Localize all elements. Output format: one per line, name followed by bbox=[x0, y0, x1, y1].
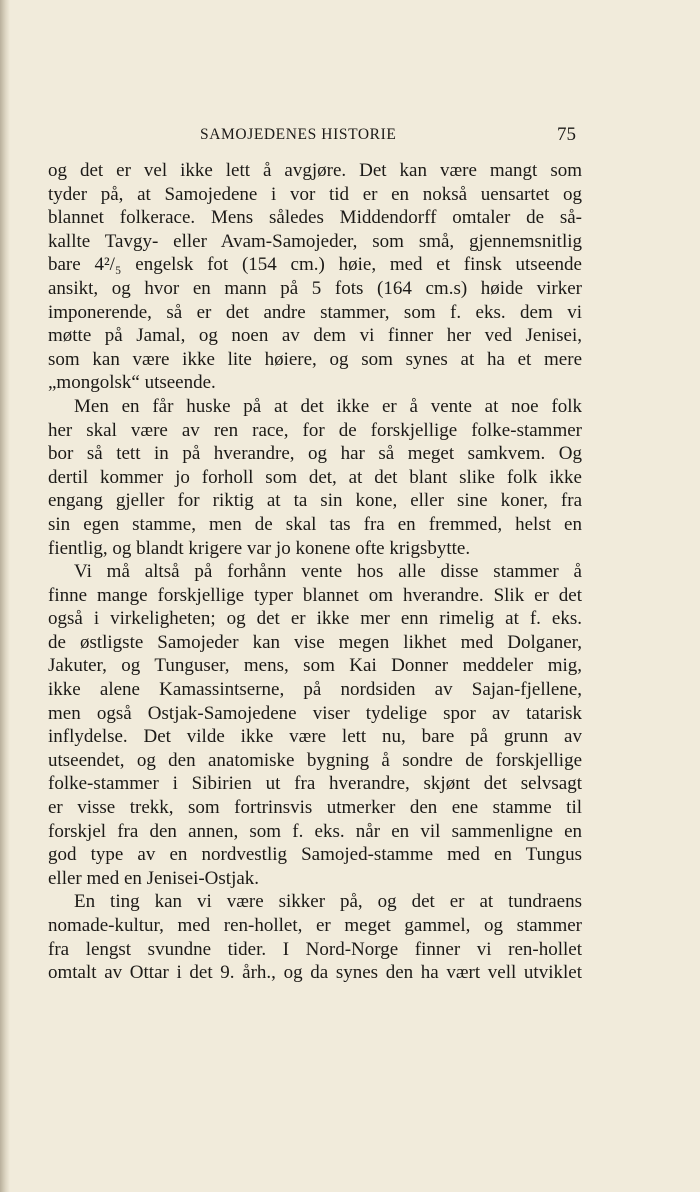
text-line: er visse trekk, som fortrinsvis utmerker den ene stamme til bbox=[48, 797, 582, 819]
text-line: blannet folkerace. Mens således Middendorff omtaler de så- bbox=[48, 207, 582, 229]
text-line: ikke alene Kamassintserne, på nordsiden av Sajan-fjellene, bbox=[48, 679, 582, 701]
text-line: fra lengst svundne tider. I Nord-Norge finner vi ren-hollet bbox=[48, 938, 582, 960]
text-line: også i virkeligheten; og det er ikke mer enn rimelig at f. eks. bbox=[48, 608, 582, 630]
text-line: engang gjeller for riktig at ta sin kone, eller sine koner, fra bbox=[48, 490, 582, 512]
text-line: inflydelse. Det vilde ikke være lett nu, bare på grunn av bbox=[48, 726, 582, 748]
text-line: god type av en nordvestlig Samojed-stamme med en Tungus bbox=[48, 844, 582, 866]
text-line: her skal være av ren race, for de forskjellige folke-stammer bbox=[48, 419, 582, 441]
text-line: forskjel fra den annen, som f. eks. når en vil sammenligne en bbox=[48, 820, 582, 842]
text-line: bare 4²/₅ engelsk fot (154 cm.) høie, med et finsk utseende bbox=[48, 254, 582, 276]
paragraph-end-line: eller med en Jenisei-Ostjak. bbox=[48, 867, 260, 889]
text-line: men også Ostjak-Samojedene viser tydelige spor av tatarisk bbox=[48, 702, 582, 724]
text-line: sin egen stamme, men de skal tas fra en fremmed, helst en bbox=[48, 513, 582, 535]
text-line: utseendet, og den anatomiske bygning å sondre de forskjellige bbox=[48, 749, 582, 771]
text-line: kallte Tavgy- eller Avam-Samojeder, som små, gjennemsnitlig bbox=[48, 230, 582, 252]
paragraph-start-line: En ting kan vi være sikker på, og det er at tundraens bbox=[74, 891, 582, 913]
text-line: omtalt av Ottar i det 9. årh., og da synes den ha vært vell utviklet bbox=[48, 962, 582, 984]
text-line: imponerende, så er det andre stammer, som f. eks. dem vi bbox=[48, 301, 582, 323]
text-line: som kan være ikke lite høiere, og som synes at ha et mere bbox=[48, 348, 582, 370]
paragraph-end-line: fientlig, og blandt krigere var jo konene ofte krigsbytte. bbox=[48, 537, 471, 559]
text-line: og det er vel ikke lett å avgjøre. Det kan være mangt som bbox=[48, 160, 582, 181]
text-line: Jakuter, og Tunguser, mens, som Kai Donner meddeler mig, bbox=[48, 655, 582, 677]
text-line: de østligste Samojeder kan vise megen likhet med Dolganer, bbox=[48, 631, 582, 653]
page-number: 75 bbox=[557, 124, 576, 145]
text-line: ansikt, og hvor en mann på 5 fots (164 cm.s) høide virker bbox=[48, 277, 582, 299]
text-line: dertil kommer jo forholl som det, at det blant slike folk ikke bbox=[48, 466, 582, 488]
paragraph-start-line: Vi må altså på forhånn vente hos alle disse stammer å bbox=[74, 561, 582, 583]
text-line: møtte på Jamal, og noen av dem vi finner her ved Jenisei, bbox=[48, 325, 582, 347]
text-line: finne mange forskjellige typer blannet om hverandre. Slik er det bbox=[48, 584, 582, 606]
paragraph-end-line: „mongolsk“ utseende. bbox=[48, 372, 216, 394]
text-line: bor så tett in på hverandre, og har så meget samkvem. Og bbox=[48, 443, 582, 465]
paragraph-start-line: Men en får huske på at det ikke er å vente at noe folk bbox=[74, 395, 582, 417]
text-line: folke-stammer i Sibirien ut fra hverandre, skjønt det selvsagt bbox=[48, 773, 582, 795]
text-line: tyder på, at Samojedene i vor tid er en nokså uensartet og bbox=[48, 183, 582, 205]
book-spine-shadow bbox=[0, 0, 10, 1192]
running-head: SAMOJEDENES HISTORIE bbox=[200, 126, 397, 143]
text-line: nomade-kultur, med ren-hollet, er meget gammel, og stammer bbox=[48, 915, 582, 936]
body-text bbox=[48, 159, 582, 985]
page-header bbox=[200, 124, 576, 150]
